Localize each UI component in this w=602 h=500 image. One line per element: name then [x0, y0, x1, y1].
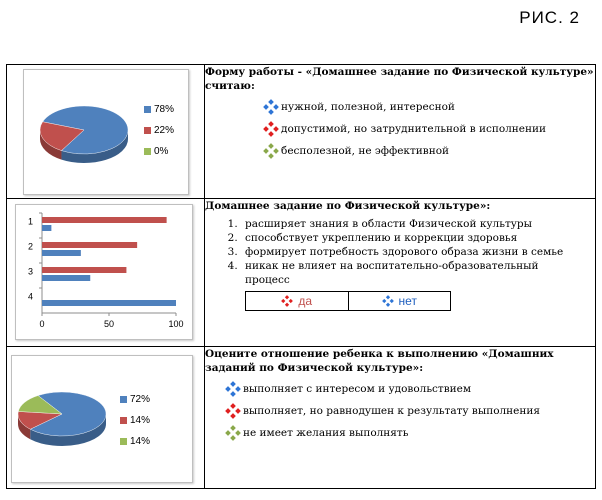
green-diamond-icon — [263, 143, 279, 159]
bar — [42, 217, 167, 223]
table-row — [7, 65, 596, 199]
question-1-cell — [205, 65, 596, 199]
red-diamond-icon — [225, 403, 241, 419]
bar — [42, 225, 51, 231]
bar — [42, 242, 137, 248]
list-item: 3. формирует потребность здорового образа жизни в семье — [241, 245, 595, 259]
question-2-title: Домашнее задание по Физической культуре»: — [205, 200, 491, 212]
chart-cell-2 — [7, 199, 205, 347]
table-row — [7, 199, 596, 347]
pie-chart-1-frame — [23, 69, 189, 195]
bar-chart — [16, 205, 192, 339]
chart-cell-1 — [7, 65, 205, 199]
bar-chart-frame — [15, 204, 193, 340]
list-item: 1. расширяет знания в области Физической культуры — [241, 217, 595, 231]
bar — [42, 267, 126, 273]
x-tick-label: 100 — [168, 319, 184, 329]
bar — [42, 300, 176, 306]
answer-yes — [246, 292, 348, 310]
question-3-option — [225, 381, 595, 397]
bar — [42, 250, 81, 256]
legend-swatch-red — [120, 417, 127, 424]
option-label: выполняет с интересом и удовольствием — [243, 383, 472, 395]
list-item: 4. никак не влияет на воспитательно-образовательный процесс — [241, 259, 545, 287]
chart-cell-3 — [7, 347, 205, 489]
blue-diamond-icon — [263, 99, 279, 115]
legend-item — [144, 146, 174, 157]
bar — [42, 275, 90, 281]
legend-label: 72% — [130, 394, 151, 405]
red-diamond-icon — [281, 295, 293, 307]
legend-label: 78% — [154, 104, 175, 115]
answer-no — [348, 292, 451, 310]
legend-swatch-blue — [144, 106, 151, 113]
table-row — [7, 347, 596, 489]
legend-item — [120, 394, 150, 405]
blue-diamond-icon — [225, 381, 241, 397]
answer-label: нет — [398, 294, 417, 308]
option-label: не имеет желания выполнять — [243, 427, 409, 439]
figure-label: РИС. 2 — [519, 8, 580, 27]
list-item: 2. способствует укреплению и коррекции здоровья — [241, 231, 595, 245]
question-2-list — [205, 217, 595, 287]
legend-swatch-green — [120, 438, 127, 445]
question-1-title: Форму работы - «Домашнее задание по Физической культуре» считаю: — [205, 66, 594, 92]
pie-chart-2-frame — [11, 355, 193, 483]
option-label: нужной, полезной, интересной — [281, 101, 455, 113]
question-3-option — [225, 403, 595, 419]
option-label: выполняет, но равнодушен к результату выполнения — [243, 405, 541, 417]
legend-swatch-red — [144, 127, 151, 134]
survey-table — [6, 64, 596, 489]
pie-chart-2 — [12, 356, 192, 482]
option-label: бесполезной, не эффективной — [281, 145, 450, 157]
x-tick-label: 0 — [39, 319, 45, 329]
question-1-option — [263, 99, 595, 115]
blue-diamond-icon — [382, 295, 394, 307]
pie-chart-1-legend — [144, 104, 174, 167]
option-label: допустимой, но затруднительной в исполнении — [281, 123, 547, 135]
y-tick-label: 3 — [28, 266, 34, 277]
question-3-cell — [205, 347, 596, 489]
question-2-cell — [205, 199, 596, 347]
question-1-option — [263, 143, 595, 159]
red-diamond-icon — [263, 121, 279, 137]
legend-swatch-green — [144, 148, 151, 155]
pie-chart-2-legend — [120, 394, 150, 457]
legend-item — [144, 125, 174, 136]
green-diamond-icon — [225, 425, 241, 441]
question-3-option — [225, 425, 595, 441]
answer-boxes — [245, 291, 451, 311]
legend-swatch-blue — [120, 396, 127, 403]
legend-item — [120, 436, 150, 447]
y-tick-label: 1 — [28, 216, 34, 227]
legend-label: 0% — [154, 146, 169, 157]
y-tick-label: 2 — [28, 241, 34, 252]
legend-label: 22% — [154, 125, 175, 136]
question-3-title: Оцените отношение ребенка к выполнению «Домашних заданий по Физической культуре»: — [205, 348, 554, 374]
answer-label: да — [298, 294, 313, 308]
y-tick-label: 4 — [28, 291, 34, 302]
x-tick-label: 50 — [103, 319, 115, 329]
legend-label: 14% — [130, 436, 151, 447]
legend-label: 14% — [130, 415, 151, 426]
legend-item — [144, 104, 174, 115]
question-1-option — [263, 121, 595, 137]
legend-item — [120, 415, 150, 426]
